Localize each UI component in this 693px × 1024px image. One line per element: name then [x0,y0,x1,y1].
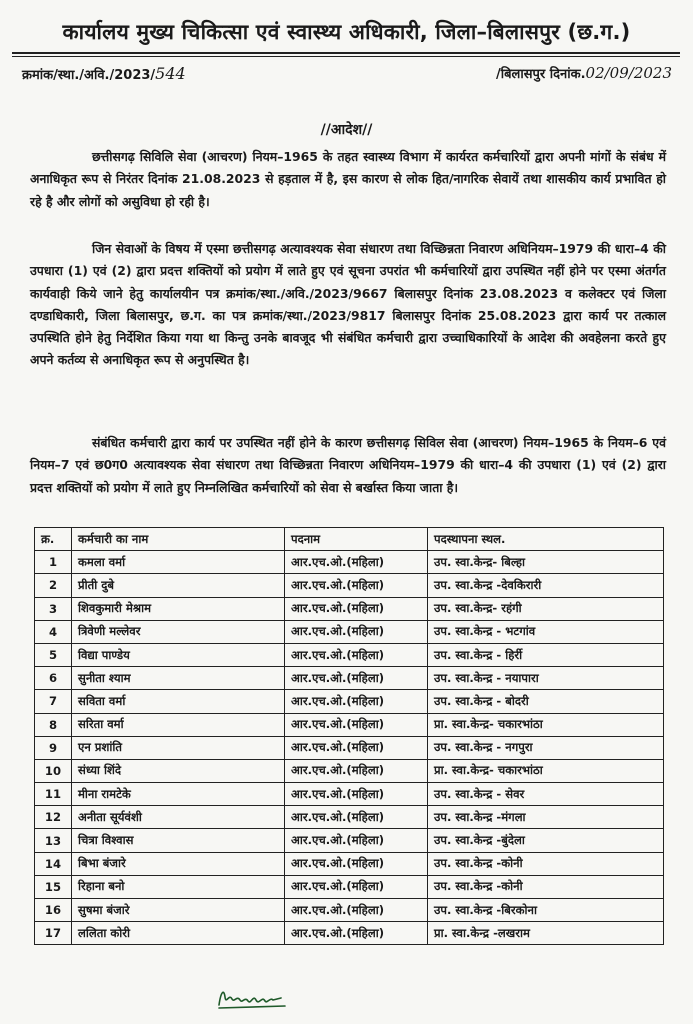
cell-posting-place: उप. स्वा.केन्द्र - नयापारा [428,667,664,690]
table-row [35,736,664,759]
cell-name: सुषमा बंजारे [72,899,285,922]
cell-name: शिवकुमारी मेश्राम [72,597,285,620]
cell-name: कमला वर्मा [72,551,285,574]
cell-name: रिहाना बनो [72,875,285,898]
cell-posting-place: उप. स्वा.केन्द्र- रहंगी [428,597,664,620]
cell-designation: आर.एच.ओ.(महिला) [285,759,428,782]
cell-serial: 14 [35,852,72,875]
table-row [35,852,664,875]
cell-posting-place: उप. स्वा.केन्द्र - सेवर [428,783,664,806]
table-row [35,829,664,852]
reference-line [22,62,672,84]
cell-posting-place: उप. स्वा.केन्द्र -मंगला [428,806,664,829]
cell-posting-place: उप. स्वा.केन्द्र - बोदरी [428,690,664,713]
cell-serial: 10 [35,759,72,782]
employee-table [34,527,664,945]
cell-designation: आर.एच.ओ.(महिला) [285,713,428,736]
table-row [35,806,664,829]
cell-serial: 12 [35,806,72,829]
cell-serial: 8 [35,713,72,736]
cell-posting-place: उप. स्वा.केन्द्र -कोनी [428,852,664,875]
cell-serial: 11 [35,783,72,806]
table-row [35,899,664,922]
cell-designation: आर.एच.ओ.(महिला) [285,551,428,574]
cell-designation: आर.एच.ओ.(महिला) [285,875,428,898]
cell-name: त्रिवेणी मल्लेवर [72,620,285,643]
cell-serial: 6 [35,667,72,690]
place-prefix: /बिलासपुर दिनांक. [496,67,586,82]
cell-serial: 1 [35,551,72,574]
table-row [35,643,664,666]
cell-serial: 17 [35,922,72,945]
cell-name: प्रीती दुबे [72,574,285,597]
cell-name: विद्या पाण्डेय [72,643,285,666]
cell-designation: आर.एच.ओ.(महिला) [285,829,428,852]
cell-name: सरिता वर्मा [72,713,285,736]
cell-name: ललिता कोरी [72,922,285,945]
cell-designation: आर.एच.ओ.(महिला) [285,806,428,829]
cell-designation: आर.एच.ओ.(महिला) [285,667,428,690]
table-header-row [35,528,664,551]
header-posting-place: पदस्थापना स्थल. [428,528,664,551]
cell-designation: आर.एच.ओ.(महिला) [285,620,428,643]
cell-posting-place: उप. स्वा.केन्द्र -कोनी [428,875,664,898]
table-row [35,759,664,782]
cell-name: बिभा बंजारे [72,852,285,875]
cell-name: एन प्रशांति [72,736,285,759]
handwritten-signature [215,985,295,1011]
paragraph-1: छत्तीसगढ़ सिविलि सेवा (आचरण) नियम–1965 के तहत स्वास्थ्य विभाग में कार्यरत कर्मचारियों द्वारा अपनी मांगों के संबंध में अनाधिकृत रूप से निरंतर दिनांक 21.08.2023 से हड़ताल में है, इस कारण से लोक हित/नागरिक सेवायें तथा शासकीय कार्य प्रभावित हो रहे है और लोगों को असुविधा हो रही है। [30,149,666,209]
cell-designation: आर.एच.ओ.(महिला) [285,574,428,597]
paragraph-3: संबंधित कर्मचारी द्वारा कार्य पर उपस्थित नहीं होने के कारण छत्तीसगढ़ सिविल सेवा (आचरण) नियम–1965 के नियम–6 एवं नियम–7 एवं छ0ग0 अत्यावश्यक सेवा संधारण तथा विच्छिन्नता निवारण अधिनियम–1979 की धारा–4 की उपधारा (1) एवं (2) द्वारा प्रदत्त शक्तियों को प्रयोग में लाते हुए निम्नलिखित कर्मचारियों को सेवा से बर्खास्त किया जाता है। [30,435,666,495]
cell-posting-place: उप. स्वा.केन्द्र - भटगांव [428,620,664,643]
cell-serial: 4 [35,620,72,643]
cell-serial: 2 [35,574,72,597]
table-row [35,922,664,945]
cell-serial: 16 [35,899,72,922]
table-row [35,574,664,597]
cell-name: मीना रामटेके [72,783,285,806]
cell-designation: आर.एच.ओ.(महिला) [285,643,428,666]
table-row [35,597,664,620]
cell-serial: 15 [35,875,72,898]
cell-designation: आर.एच.ओ.(महिला) [285,736,428,759]
order-title: //आदेश// [320,122,373,138]
heading-rule-top [12,52,680,54]
table-row [35,783,664,806]
office-heading: कार्यालय मुख्य चिकित्सा एवं स्वास्थ्य अधिकारी, जिला–बिलासपुर (छ.ग.) [62,20,631,44]
cell-posting-place: उप. स्वा.केन्द्र -देवकिरारी [428,574,664,597]
reference-handwritten-number: 544 [155,64,186,83]
cell-posting-place: उप. स्वा.केन्द्र -बिरकोना [428,899,664,922]
cell-name: संध्या शिंदे [72,759,285,782]
table-row [35,875,664,898]
cell-posting-place: उप. स्वा.केन्द्र- बिल्हा [428,551,664,574]
cell-designation: आर.एच.ओ.(महिला) [285,922,428,945]
cell-designation: आर.एच.ओ.(महिला) [285,899,428,922]
cell-posting-place: उप. स्वा.केन्द्र - हिर्री [428,643,664,666]
cell-name: सविता वर्मा [72,690,285,713]
table-row [35,551,664,574]
table-row [35,690,664,713]
heading-rule-bottom [12,56,680,57]
header-serial: क्र. [35,528,72,551]
header-name: कर्मचारी का नाम [72,528,285,551]
cell-posting-place: उप. स्वा.केन्द्र -बुंदेला [428,829,664,852]
cell-posting-place: प्रा. स्वा.केन्द्र -लखराम [428,922,664,945]
handwritten-date: 02/09/2023 [585,64,672,82]
cell-serial: 5 [35,643,72,666]
place-date [496,64,672,82]
reference-prefix: क्रमांक/स्था./अवि./2023/ [22,68,156,83]
cell-serial: 9 [35,736,72,759]
cell-name: सुनीता श्याम [72,667,285,690]
cell-serial: 3 [35,597,72,620]
table-row [35,667,664,690]
table-row [35,620,664,643]
cell-posting-place: उप. स्वा.केन्द्र - नगपुरा [428,736,664,759]
employee-table-body [35,551,664,945]
cell-posting-place: प्रा. स्वा.केन्द्र- चकारभांठा [428,713,664,736]
cell-name: चित्रा विश्वास [72,829,285,852]
cell-designation: आर.एच.ओ.(महिला) [285,597,428,620]
cell-serial: 7 [35,690,72,713]
cell-designation: आर.एच.ओ.(महिला) [285,852,428,875]
cell-posting-place: प्रा. स्वा.केन्द्र- चकारभांठा [428,759,664,782]
table-row [35,713,664,736]
cell-designation: आर.एच.ओ.(महिला) [285,783,428,806]
paragraph-2: जिन सेवाओं के विषय में एस्मा छत्तीसगढ़ अत्यावश्यक सेवा संधारण तथा विच्छिन्नता निवारण अधिनियम–1979 की धारा–4 की उपधारा (1) एवं (2) द्वारा प्रदत्त शक्तियों को प्रयोग में लाते हुए एवं सूचना उपरांत भी कर्मचारियों द्वारा उपस्थित नहीं होने पर एस्मा अंतर्गत कार्यवाही किये जाने हेतु कार्यालयीन पत्र क्रमांक/स्था./अवि./2023/9667 बिलासपुर दिनांक 23.08.2023 व कलेक्टर एवं जिला दण्डाधिकारी, जिला बिलासपुर, छ.ग. का पत्र क्रमांक/स्था./2023/9817 बिलासपुर दिनांक 25.08.2023 द्वारा कार्य पर तत्काल उपस्थिति होने हेतु निर्देशित किया गया था किन्तु उनके बावजूद भी संबंधित कर्मचारी द्वारा उच्चाधिकारियों के आदेश की अवहेलना करते हुए अपने कर्तव्य से अनाधिकृत रूप से अनुपस्थित है। [30,241,666,368]
cell-designation: आर.एच.ओ.(महिला) [285,690,428,713]
cell-serial: 13 [35,829,72,852]
cell-name: अनीता सूर्यवंशी [72,806,285,829]
reference-number [22,64,186,83]
header-designation: पदनाम [285,528,428,551]
